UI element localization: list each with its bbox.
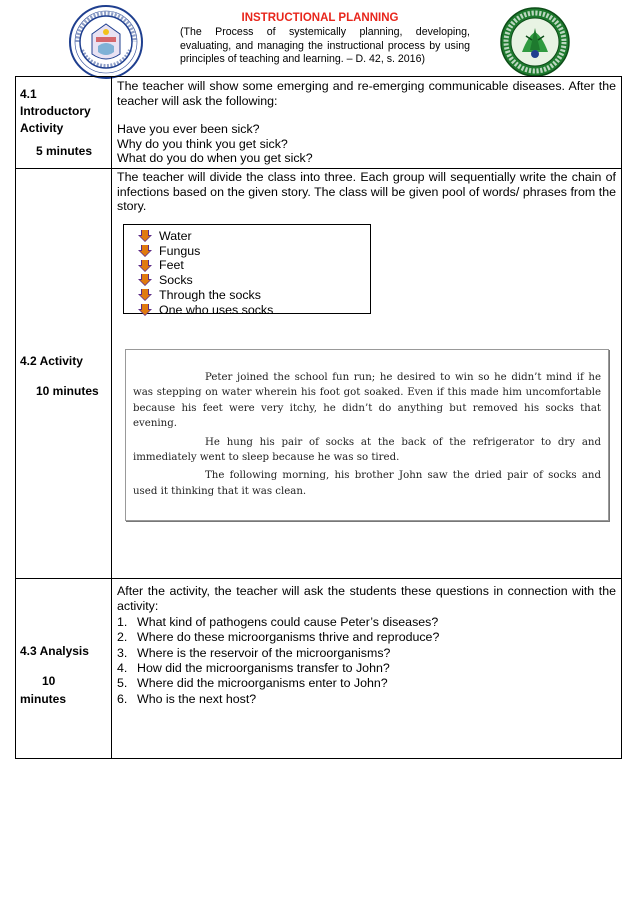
story-box: [125, 349, 609, 521]
document-header: [0, 0, 638, 76]
question-number: 1.: [117, 614, 128, 629]
analysis-question: [117, 646, 616, 661]
intro-question-1: Have you ever been sick?: [117, 122, 260, 137]
analysis-content-cell: [112, 579, 622, 759]
row-analysis: [16, 579, 622, 759]
analysis-label-cell: [16, 579, 112, 759]
word-pool-item: [138, 258, 370, 273]
question-text: What kind of pathogens could cause Peter’s diseases?: [137, 614, 439, 629]
word-pool-item-label: Feet: [159, 258, 184, 273]
word-pool-item-label: One who uses socks: [159, 302, 274, 317]
analysis-text: After the activity, the teacher will ask the students these questions in connection with the activity:: [117, 584, 616, 614]
intro-text: The teacher will show some emerging and re-emerging communicable diseases. After the teacher will ask the following:: [117, 79, 616, 108]
down-arrow-icon: [138, 304, 152, 316]
down-arrow-icon: [138, 230, 152, 242]
intro-label-subtitle: Activity: [20, 121, 64, 135]
down-arrow-icon: [138, 289, 152, 301]
row-activity: [16, 169, 622, 579]
question-number: 6.: [117, 691, 128, 706]
deped-seal-logo: [68, 4, 144, 80]
word-pool-item: [138, 288, 370, 303]
intro-label-title: Introductory: [20, 104, 91, 118]
header-title: INSTRUCTIONAL PLANNING: [241, 12, 399, 24]
word-pool-item: [138, 229, 370, 244]
question-number: 5.: [117, 676, 128, 691]
analysis-label: 4.3 Analysis: [20, 644, 89, 658]
lesson-plan-table: [15, 76, 622, 759]
analysis-question: [117, 692, 616, 707]
analysis-questions-list: [117, 615, 616, 707]
down-arrow-icon: [138, 260, 152, 272]
intro-label-cell: [16, 77, 112, 169]
activity-time: 10 minutes: [36, 384, 99, 398]
analysis-time-unit: minutes: [20, 692, 67, 706]
story-paragraph-1: Peter joined the school fun run; he desired to win so he didn’t mind if he was stepping on water wherein his foot got soaked. Even if this made him uncomfortable because his feet were very itchy, he didn’t do anything but removed his socks that evening.: [133, 372, 601, 430]
word-pool-item: [138, 244, 370, 259]
word-pool-list: [124, 229, 370, 317]
analysis-question: [117, 615, 616, 630]
header-subtitle: (The Process of systemically planning, developing, evaluating, and managing the instructional process by using principles of teaching and learning. – D. 42, s. 2016): [180, 26, 470, 66]
question-number: 3.: [117, 645, 128, 660]
row-introductory-activity: [16, 77, 622, 169]
question-text: Where is the reservoir of the microorganisms?: [137, 645, 391, 660]
story-paragraph-3: The following morning, his brother John saw the dried pair of socks and used it thinking that it was clean.: [133, 470, 601, 497]
activity-text: The teacher will divide the class into three. Each group will sequentially write the chain of infections based on the given story. The class will be given pool of words/ phrases from the story.: [117, 170, 616, 214]
question-text: How did the microorganisms transfer to John?: [137, 661, 390, 676]
question-text: Who is the next host?: [137, 691, 257, 706]
word-pool-item-label: Fungus: [159, 243, 201, 258]
activity-content-cell: [112, 169, 622, 579]
down-arrow-icon: [138, 274, 152, 286]
activity-label-cell: [16, 169, 112, 579]
intro-question-3: What do you do when you get sick?: [117, 151, 313, 166]
analysis-question: [117, 630, 616, 645]
word-pool-item: [138, 273, 370, 288]
question-text: Where did the microorganisms enter to John?: [137, 676, 388, 691]
question-number: 2.: [117, 630, 128, 645]
word-pool-item: [138, 303, 370, 318]
question-text: Where do these microorganisms thrive and reproduce?: [137, 630, 440, 645]
intro-content-cell: [112, 77, 622, 169]
analysis-question: [117, 661, 616, 676]
question-number: 4.: [117, 661, 128, 676]
analysis-time-number: 10: [42, 674, 56, 688]
word-pool-box: [123, 224, 371, 317]
story-paragraph-2: He hung his pair of socks at the back of the refrigerator to dry and immediately went to sleep because he was so tired.: [133, 436, 601, 464]
word-pool-item-label: Socks: [159, 273, 193, 288]
intro-time: 5 minutes: [36, 144, 93, 158]
activity-label: 4.2 Activity: [20, 354, 83, 368]
analysis-question: [117, 676, 616, 691]
down-arrow-icon: [138, 245, 152, 257]
intro-question-2: Why do you think you get sick?: [117, 136, 288, 151]
division-seal-logo: [498, 6, 572, 78]
word-pool-item-label: Water: [159, 229, 192, 243]
word-pool-item-label: Through the socks: [159, 287, 261, 302]
intro-label-number: 4.1: [20, 87, 37, 101]
